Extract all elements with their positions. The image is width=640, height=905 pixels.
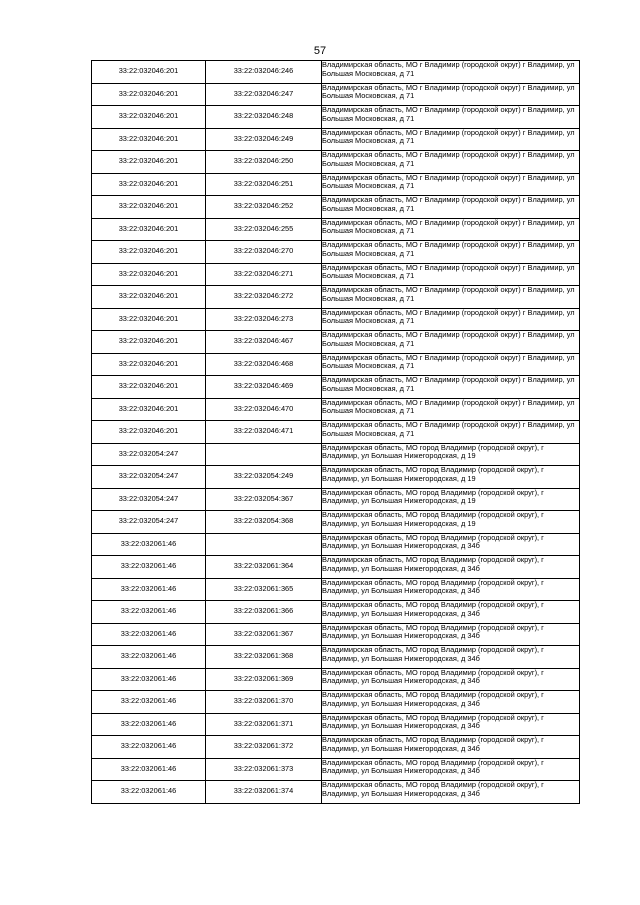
parcel-number-cell: 33:22:032061:46 — [92, 601, 206, 624]
parcel-number-cell: 33:22:032061:46 — [92, 646, 206, 669]
parcel-number-cell: 33:22:032046:201 — [92, 398, 206, 421]
parcel-number-cell: 33:22:032046:201 — [92, 353, 206, 376]
table-row — [92, 331, 580, 354]
address-cell: Владимирская область, МО город Владимир (городской округ), г Владимир, ул Большая Нижегородская, д 34б — [322, 713, 580, 736]
address-cell: Владимирская область, МО г Владимир (городской округ) г Владимир, ул Большая Московская, д 71 — [322, 218, 580, 241]
object-number-cell: 33:22:032061:364 — [206, 556, 322, 579]
parcel-number-cell: 33:22:032046:201 — [92, 421, 206, 444]
parcel-number-cell: 33:22:032046:201 — [92, 83, 206, 106]
object-number-cell: 33:22:032046:272 — [206, 286, 322, 309]
parcel-number-cell: 33:22:032046:201 — [92, 286, 206, 309]
table-row — [92, 61, 580, 84]
table-row — [92, 398, 580, 421]
object-number-cell: 33:22:032046:270 — [206, 241, 322, 264]
parcel-number-cell: 33:22:032046:201 — [92, 128, 206, 151]
object-number-cell: 33:22:032046:247 — [206, 83, 322, 106]
parcel-number-cell: 33:22:032046:201 — [92, 263, 206, 286]
object-number-cell: 33:22:032054:367 — [206, 488, 322, 511]
cadastral-table — [91, 60, 580, 804]
address-cell: Владимирская область, МО г Владимир (городской округ) г Владимир, ул Большая Московская, д 71 — [322, 106, 580, 129]
object-number-cell: 33:22:032061:370 — [206, 691, 322, 714]
object-number-cell: 33:22:032046:251 — [206, 173, 322, 196]
object-number-cell: 33:22:032046:468 — [206, 353, 322, 376]
table-row — [92, 713, 580, 736]
table-row — [92, 196, 580, 219]
parcel-number-cell: 33:22:032054:247 — [92, 488, 206, 511]
object-number-cell: 33:22:032061:367 — [206, 623, 322, 646]
address-cell: Владимирская область, МО г Владимир (городской округ) г Владимир, ул Большая Московская, д 71 — [322, 308, 580, 331]
parcel-number-cell: 33:22:032061:46 — [92, 736, 206, 759]
parcel-number-cell: 33:22:032046:201 — [92, 218, 206, 241]
address-cell: Владимирская область, МО город Владимир (городской округ), г Владимир, ул Большая Нижегородская, д 19 — [322, 511, 580, 534]
address-cell: Владимирская область, МО г Владимир (городской округ) г Владимир, ул Большая Московская, д 71 — [322, 421, 580, 444]
address-cell: Владимирская область, МО город Владимир (городской округ), г Владимир, ул Большая Нижегородская, д 19 — [322, 443, 580, 466]
table-row — [92, 668, 580, 691]
object-number-cell: 33:22:032061:372 — [206, 736, 322, 759]
parcel-number-cell: 33:22:032061:46 — [92, 623, 206, 646]
table-row — [92, 758, 580, 781]
table-row — [92, 83, 580, 106]
parcel-number-cell: 33:22:032061:46 — [92, 556, 206, 579]
parcel-number-cell: 33:22:032046:201 — [92, 308, 206, 331]
parcel-number-cell: 33:22:032054:247 — [92, 511, 206, 534]
object-number-cell: 33:22:032046:471 — [206, 421, 322, 444]
object-number-cell: 33:22:032061:365 — [206, 578, 322, 601]
object-number-cell: 33:22:032054:249 — [206, 466, 322, 489]
parcel-number-cell: 33:22:032046:201 — [92, 241, 206, 264]
parcel-number-cell: 33:22:032046:201 — [92, 151, 206, 174]
page-number: 57 — [313, 45, 327, 57]
object-number-cell: 33:22:032061:369 — [206, 668, 322, 691]
address-cell: Владимирская область, МО г Владимир (городской округ) г Владимир, ул Большая Московская, д 71 — [322, 196, 580, 219]
object-number-cell: 33:22:032061:371 — [206, 713, 322, 736]
object-number-cell: 33:22:032061:373 — [206, 758, 322, 781]
object-number-cell: 33:22:032046:470 — [206, 398, 322, 421]
table-body — [92, 61, 580, 804]
parcel-number-cell: 33:22:032061:46 — [92, 781, 206, 804]
table-row — [92, 736, 580, 759]
address-cell: Владимирская область, МО город Владимир (городской округ), г Владимир, ул Большая Нижегородская, д 34б — [322, 623, 580, 646]
parcel-number-cell: 33:22:032046:201 — [92, 61, 206, 84]
table-row — [92, 646, 580, 669]
address-cell: Владимирская область, МО город Владимир (городской округ), г Владимир, ул Большая Нижегородская, д 34б — [322, 556, 580, 579]
table-row — [92, 781, 580, 804]
parcel-number-cell: 33:22:032046:201 — [92, 331, 206, 354]
table-row — [92, 241, 580, 264]
table-row — [92, 106, 580, 129]
table-row — [92, 488, 580, 511]
object-number-cell: 33:22:032046:271 — [206, 263, 322, 286]
address-cell: Владимирская область, МО г Владимир (городской округ) г Владимир, ул Большая Московская, д 71 — [322, 128, 580, 151]
object-number-cell: 33:22:032046:248 — [206, 106, 322, 129]
object-number-cell: 33:22:032046:273 — [206, 308, 322, 331]
address-cell: Владимирская область, МО г Владимир (городской округ) г Владимир, ул Большая Московская, д 71 — [322, 83, 580, 106]
object-number-cell: 33:22:032061:366 — [206, 601, 322, 624]
table-row — [92, 308, 580, 331]
table-row — [92, 421, 580, 444]
address-cell: Владимирская область, МО город Владимир (городской округ), г Владимир, ул Большая Нижегородская, д 34б — [322, 601, 580, 624]
object-number-cell: 33:22:032046:249 — [206, 128, 322, 151]
object-number-cell — [206, 443, 322, 466]
object-number-cell — [206, 533, 322, 556]
object-number-cell: 33:22:032046:469 — [206, 376, 322, 399]
address-cell: Владимирская область, МО г Владимир (городской округ) г Владимир, ул Большая Московская, д 71 — [322, 61, 580, 84]
table-row — [92, 286, 580, 309]
parcel-number-cell: 33:22:032061:46 — [92, 533, 206, 556]
address-cell: Владимирская область, МО город Владимир (городской округ), г Владимир, ул Большая Нижегородская, д 19 — [322, 488, 580, 511]
parcel-number-cell: 33:22:032054:247 — [92, 466, 206, 489]
parcel-number-cell: 33:22:032046:201 — [92, 196, 206, 219]
table-row — [92, 263, 580, 286]
parcel-number-cell: 33:22:032046:201 — [92, 376, 206, 399]
object-number-cell: 33:22:032054:368 — [206, 511, 322, 534]
table-row — [92, 623, 580, 646]
table-row — [92, 578, 580, 601]
address-cell: Владимирская область, МО г Владимир (городской округ) г Владимир, ул Большая Московская, д 71 — [322, 151, 580, 174]
object-number-cell: 33:22:032046:252 — [206, 196, 322, 219]
table-row — [92, 556, 580, 579]
object-number-cell: 33:22:032046:255 — [206, 218, 322, 241]
address-cell: Владимирская область, МО г Владимир (городской округ) г Владимир, ул Большая Московская, д 71 — [322, 286, 580, 309]
address-cell: Владимирская область, МО город Владимир (городской округ), г Владимир, ул Большая Нижегородская, д 34б — [322, 781, 580, 804]
object-number-cell: 33:22:032061:374 — [206, 781, 322, 804]
table-row — [92, 218, 580, 241]
address-cell: Владимирская область, МО г Владимир (городской округ) г Владимир, ул Большая Московская, д 71 — [322, 353, 580, 376]
address-cell: Владимирская область, МО г Владимир (городской округ) г Владимир, ул Большая Московская, д 71 — [322, 241, 580, 264]
address-cell: Владимирская область, МО город Владимир (городской округ), г Владимир, ул Большая Нижегородская, д 34б — [322, 533, 580, 556]
table-row — [92, 601, 580, 624]
table-row — [92, 353, 580, 376]
address-cell: Владимирская область, МО г Владимир (городской округ) г Владимир, ул Большая Московская, д 71 — [322, 376, 580, 399]
address-cell: Владимирская область, МО г Владимир (городской округ) г Владимир, ул Большая Московская, д 71 — [322, 398, 580, 421]
address-cell: Владимирская область, МО г Владимир (городской округ) г Владимир, ул Большая Московская, д 71 — [322, 331, 580, 354]
parcel-number-cell: 33:22:032054:247 — [92, 443, 206, 466]
table-row — [92, 466, 580, 489]
table-row — [92, 443, 580, 466]
parcel-number-cell: 33:22:032061:46 — [92, 578, 206, 601]
parcel-number-cell: 33:22:032046:201 — [92, 106, 206, 129]
address-cell: Владимирская область, МО город Владимир (городской округ), г Владимир, ул Большая Нижегородская, д 34б — [322, 668, 580, 691]
address-cell: Владимирская область, МО город Владимир (городской округ), г Владимир, ул Большая Нижегородская, д 34б — [322, 758, 580, 781]
object-number-cell: 33:22:032061:368 — [206, 646, 322, 669]
table-row — [92, 511, 580, 534]
table-row — [92, 151, 580, 174]
object-number-cell: 33:22:032046:250 — [206, 151, 322, 174]
address-cell: Владимирская область, МО город Владимир (городской округ), г Владимир, ул Большая Нижегородская, д 19 — [322, 466, 580, 489]
parcel-number-cell: 33:22:032061:46 — [92, 668, 206, 691]
parcel-number-cell: 33:22:032046:201 — [92, 173, 206, 196]
address-cell: Владимирская область, МО город Владимир (городской округ), г Владимир, ул Большая Нижегородская, д 34б — [322, 578, 580, 601]
address-cell: Владимирская область, МО город Владимир (городской округ), г Владимир, ул Большая Нижегородская, д 34б — [322, 646, 580, 669]
parcel-number-cell: 33:22:032061:46 — [92, 713, 206, 736]
address-cell: Владимирская область, МО город Владимир (городской округ), г Владимир, ул Большая Нижегородская, д 34б — [322, 736, 580, 759]
object-number-cell: 33:22:032046:467 — [206, 331, 322, 354]
table-row — [92, 533, 580, 556]
table-row — [92, 173, 580, 196]
table-row — [92, 376, 580, 399]
address-cell: Владимирская область, МО г Владимир (городской округ) г Владимир, ул Большая Московская, д 71 — [322, 263, 580, 286]
parcel-number-cell: 33:22:032061:46 — [92, 758, 206, 781]
object-number-cell: 33:22:032046:246 — [206, 61, 322, 84]
address-cell: Владимирская область, МО город Владимир (городской округ), г Владимир, ул Большая Нижегородская, д 34б — [322, 691, 580, 714]
parcel-number-cell: 33:22:032061:46 — [92, 691, 206, 714]
table-row — [92, 128, 580, 151]
table-row — [92, 691, 580, 714]
address-cell: Владимирская область, МО г Владимир (городской округ) г Владимир, ул Большая Московская, д 71 — [322, 173, 580, 196]
